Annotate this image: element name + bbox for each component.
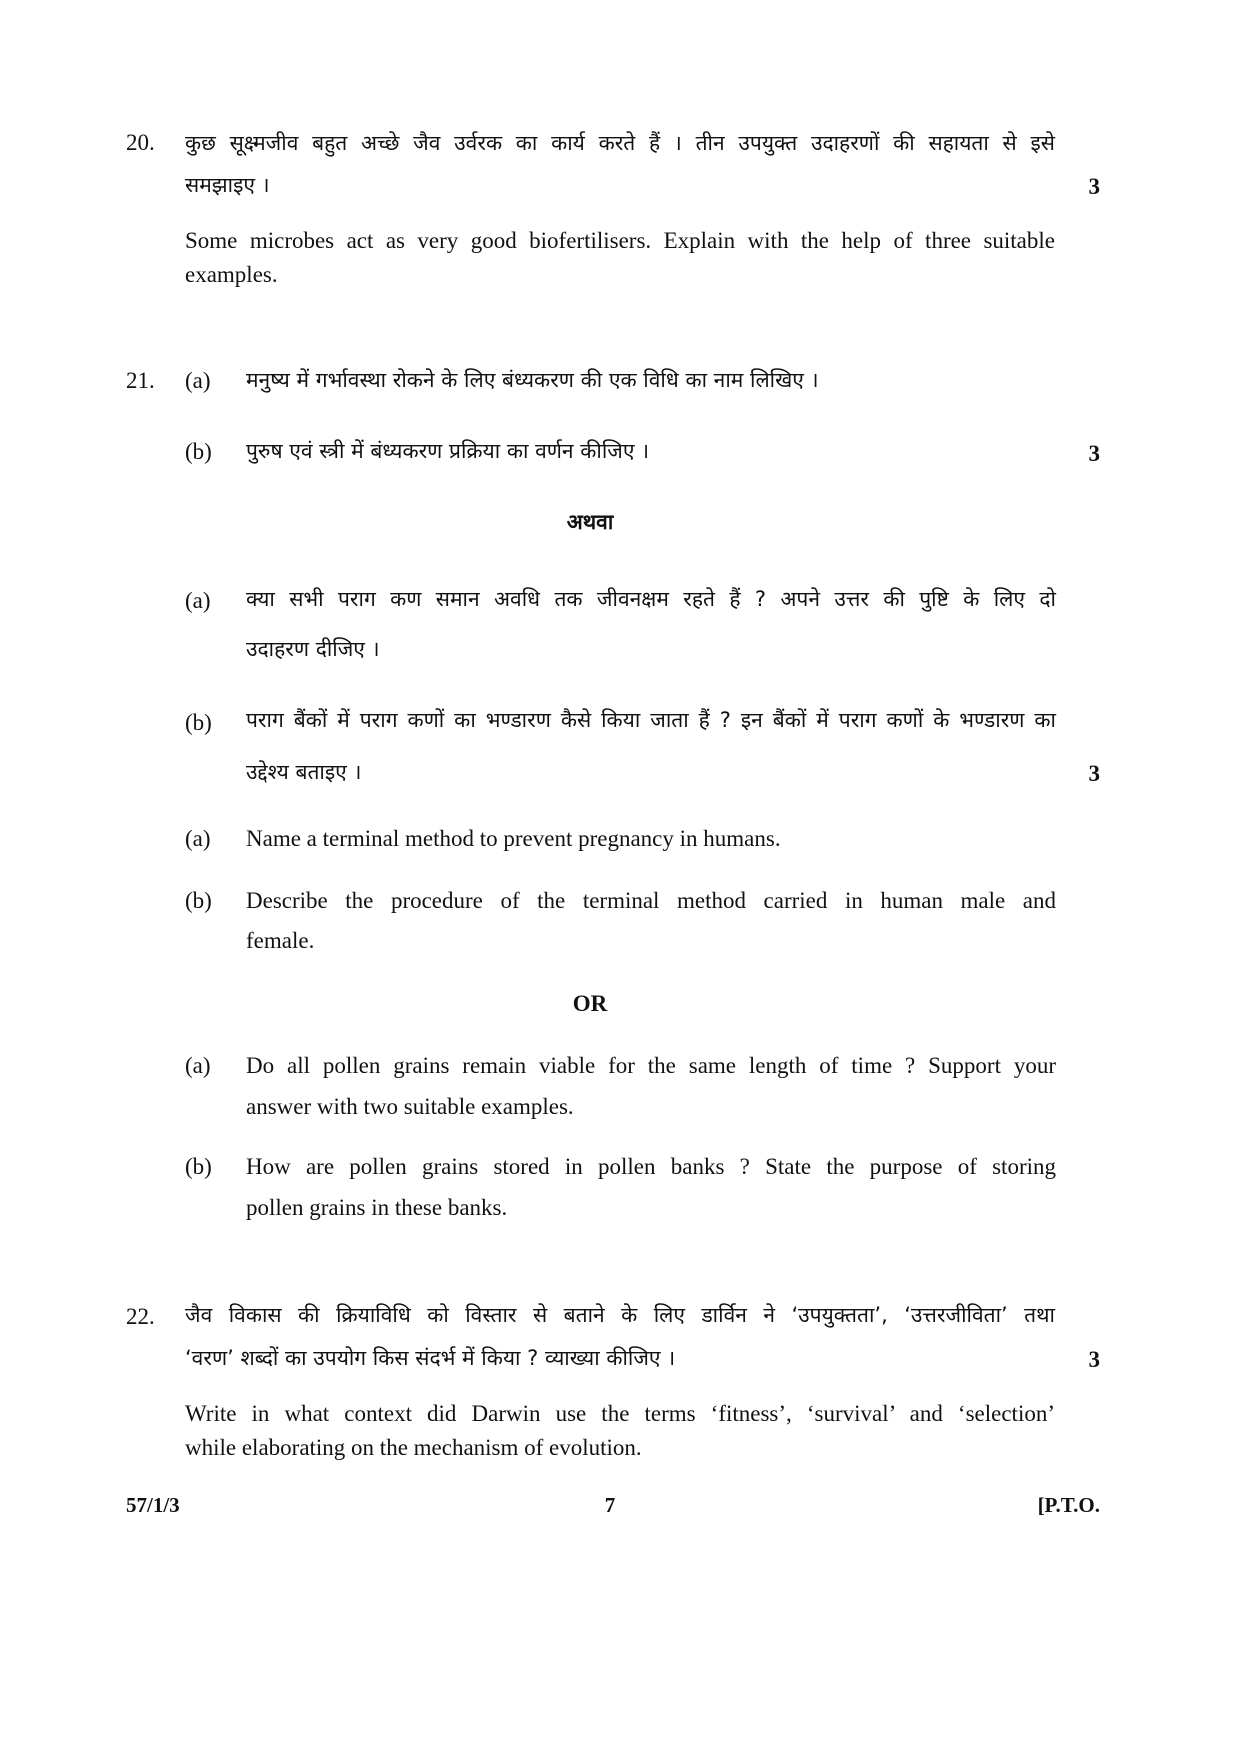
q21-hindi-or-a-line2: उदाहरण दीजिए । <box>246 637 380 661</box>
or-hindi: अथवा <box>566 510 614 534</box>
q22-number: 22. <box>126 1304 155 1329</box>
q22-hindi-line2: ‘वरण’ शब्दों का उपयोग किस संदर्भ में किया ? व्याख्या कीजिए । <box>185 1346 676 1370</box>
q21-english-or-a-label: (a) <box>185 1053 211 1078</box>
q21-english-a: Name a terminal method to prevent pregnancy in humans. <box>246 826 781 851</box>
q21-english-b-line1: Describe the procedure of the terminal method carried in human male and <box>246 888 1056 913</box>
q21-hindi-or-a-line1: क्या सभी पराग कण समान अवधि तक जीवनक्षम रहते हैं ? अपने उत्तर की पुष्टि के लिए दो <box>246 587 1056 611</box>
q20-number: 20. <box>126 130 155 155</box>
q21-hindi-or-a-label: (a) <box>185 588 211 613</box>
q21-hindi-a-label: (a) <box>185 368 211 393</box>
q21-english-or-a-line2: answer with two suitable examples. <box>246 1094 574 1119</box>
q21-number: 21. <box>126 368 155 393</box>
q21-hindi-marks: 3 <box>1088 441 1100 466</box>
q22-english-line1: Write in what context did Darwin use the terms ‘fitness’, ‘survival’ and ‘selection’ <box>185 1401 1055 1426</box>
q20-english-line1: Some microbes act as very good biofertilisers. Explain with the help of three suitable <box>185 228 1055 253</box>
q21-hindi-b: पुरुष एवं स्त्री में बंध्यकरण प्रक्रिया का वर्णन कीजिए । <box>246 439 650 463</box>
q21-english-or-a-line1: Do all pollen grains remain viable for the same length of time ? Support your <box>246 1053 1056 1078</box>
q20-marks: 3 <box>1088 174 1100 199</box>
q21-hindi-or-marks: 3 <box>1088 761 1100 786</box>
or-english: OR <box>572 991 608 1016</box>
q20-hindi-line2: समझाइए । <box>185 173 270 197</box>
q21-hindi-b-label: (b) <box>185 439 212 464</box>
q21-english-a-label: (a) <box>185 826 211 851</box>
q21-hindi-a: मनुष्य में गर्भावस्था रोकने के लिए बंध्यकरण की एक विधि का नाम लिखिए । <box>246 368 819 392</box>
pto-label: [P.T.O. <box>1037 1493 1100 1517</box>
q20-english-line2: examples. <box>185 262 278 287</box>
q21-hindi-or-b-label: (b) <box>185 710 212 735</box>
q22-hindi-line1: जैव विकास की क्रियाविधि को विस्तार से बताने के लिए डार्विन ने ‘उपयुक्तता’, ‘उत्तरजीविता’ तथा <box>185 1303 1055 1327</box>
q22-marks: 3 <box>1088 1347 1100 1372</box>
paper-code: 57/1/3 <box>126 1493 180 1517</box>
q21-english-b-line2: female. <box>246 928 315 953</box>
q22-english-line2: while elaborating on the mechanism of evolution. <box>185 1435 642 1460</box>
q20-hindi-line1: कुछ सूक्ष्मजीव बहुत अच्छे जैव उर्वरक का कार्य करते हैं । तीन उपयुक्त उदाहरणों की सहायता से इसे <box>185 131 1055 155</box>
q21-hindi-or-b-line2: उद्देश्य बताइए । <box>246 760 362 784</box>
page-number: 7 <box>604 1493 616 1517</box>
q21-english-or-b-line2: pollen grains in these banks. <box>246 1195 508 1220</box>
q21-english-b-label: (b) <box>185 888 212 913</box>
q21-hindi-or-b-line1: पराग बैंकों में पराग कणों का भण्डारण कैसे किया जाता हैं ? इन बैंकों में पराग कणों के भण्डारण का <box>246 708 1056 732</box>
q21-english-or-b-line1: How are pollen grains stored in pollen banks ? State the purpose of storing <box>246 1154 1056 1179</box>
q21-english-or-b-label: (b) <box>185 1154 212 1179</box>
